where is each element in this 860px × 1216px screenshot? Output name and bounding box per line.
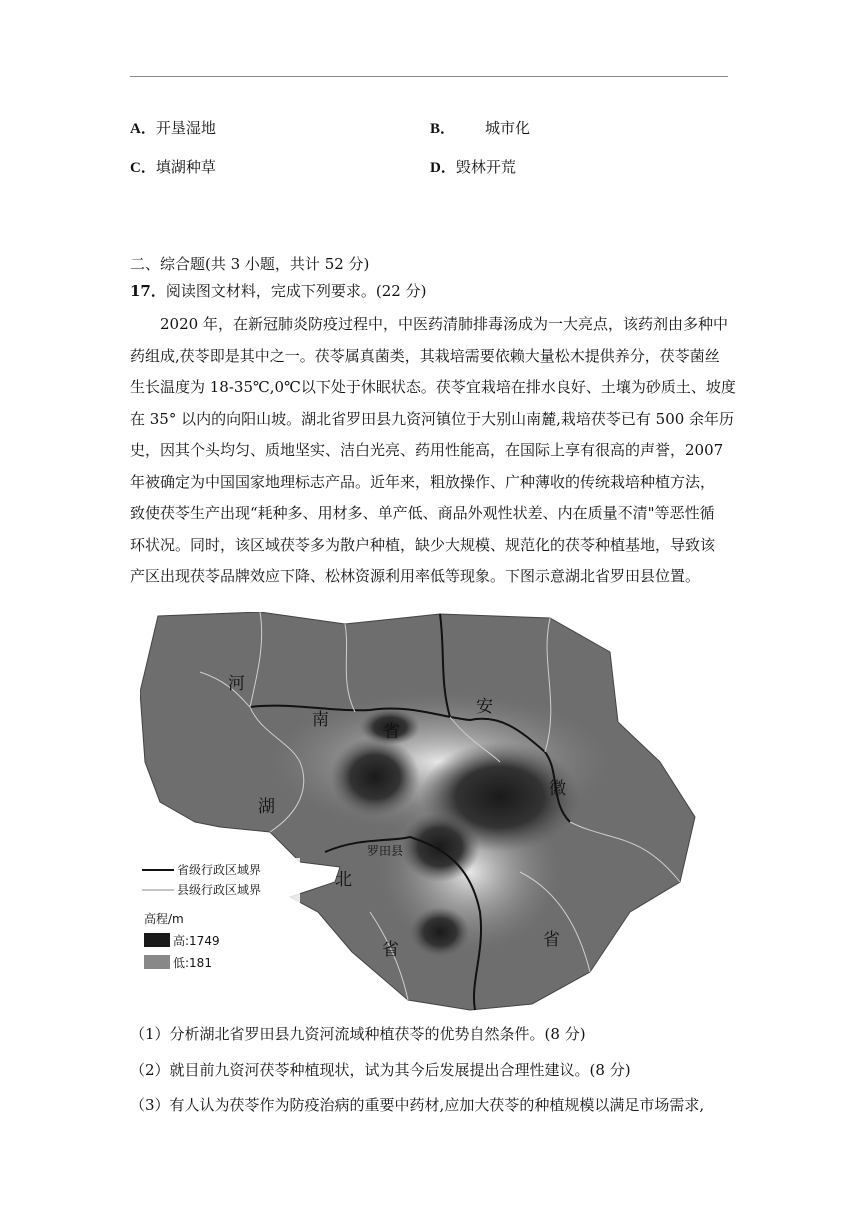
paragraph-line: 致使茯苓生产出现“耗种多、用材多、单产低、商品外观性状差、内在质量不清"等恶性循 <box>130 504 715 522</box>
paragraph-line: 史，因其个头均匀、质地坚实、洁白光亮、药用性能高，在国际上享有很高的声誉，2007 <box>130 441 724 459</box>
option-c[interactable] <box>130 157 216 178</box>
map-label-an: 安 <box>476 697 493 717</box>
map-figure <box>140 612 700 1014</box>
question-number: 17． <box>130 282 166 300</box>
map-label-sheng-2: 省 <box>382 940 399 960</box>
map-label-nan: 南 <box>312 710 329 730</box>
map-label-sheng-1: 省 <box>383 722 400 742</box>
option-c-text: 填湖种草 <box>155 158 216 176</box>
map-label-he: 河 <box>228 674 245 694</box>
map-label-sheng-3: 省 <box>543 930 560 950</box>
question-prompt: 阅读图文材料，完成下列要求。(22 分) <box>165 282 427 300</box>
option-b-key: B． <box>430 121 456 137</box>
legend-province-border: 省级行政区域界 <box>177 863 262 877</box>
material-paragraph <box>130 309 736 593</box>
map-label-luotian: 罗田县 <box>367 844 404 858</box>
paragraph-line: 药组成,茯苓即是其中之一。茯苓属真菌类，其栽培需要依赖大量松木提供养分，茯苓菌丝 <box>130 346 720 365</box>
option-a[interactable] <box>130 118 216 139</box>
map-label-bei: 北 <box>335 870 352 890</box>
luotian-location-map <box>140 612 700 1014</box>
option-d-key: D． <box>430 160 456 176</box>
legend-high-swatch <box>144 933 170 947</box>
sub-question-3: （3）有人认为茯苓作为防疫治病的重要中药材,应加大茯苓的种植规模以满足市场需求, <box>130 1096 705 1114</box>
paragraph-line: 产区出现茯苓品牌效应下降、松林资源利用率低等现象。下图示意湖北省罗田县位置。 <box>130 567 701 585</box>
section-title: 二、综合题(共 3 小题，共计 52 分) <box>130 255 370 273</box>
map-legend <box>140 858 300 978</box>
paragraph-line: 年被确定为中国国家地理标志产品。近年来，粗放操作、广种薄收的传统栽培种植方法， <box>130 472 716 491</box>
legend-high: 高:1749 <box>173 934 220 948</box>
option-c-key: C． <box>130 160 156 176</box>
map-label-hu: 湖 <box>258 797 275 817</box>
paragraph-line: 生长温度为 18-35℃,0℃以下处于休眠状态。茯苓宜栽培在排水良好、土壤为砂质土、坡度 <box>130 378 736 396</box>
sub-question-2: （2）就目前九资河茯苓种植现状，试为其今后发展提出合理性建议。(8 分) <box>130 1061 631 1079</box>
option-b-text: 城市化 <box>485 119 531 137</box>
option-d-text: 毁林开荒 <box>455 158 516 176</box>
paragraph-line: 2020 年，在新冠肺炎防疫过程中，中医药清肺排毒汤成为一大亮点，该药剂由多种中 <box>160 315 728 333</box>
map-label-hui: 徽 <box>549 779 566 799</box>
option-b[interactable] <box>430 118 530 139</box>
option-d[interactable] <box>430 157 516 178</box>
paragraph-line: 环状况。同时，该区域茯苓多为散户种植，缺少大规模、规范化的茯苓种植基地，导致该 <box>130 535 716 554</box>
header-rule <box>130 76 728 77</box>
legend-low: 低:181 <box>173 956 212 970</box>
option-a-text: 开垦湿地 <box>155 119 216 137</box>
paragraph-line: 在 35° 以内的向阳山坡。湖北省罗田县九资河镇位于大别山南麓,栽培茯苓已有 500 余年历 <box>130 409 735 428</box>
legend-county-border: 县级行政区域界 <box>177 883 262 897</box>
sub-question-1: （1）分析湖北省罗田县九资河流域种植茯苓的优势自然条件。(8 分) <box>130 1025 586 1043</box>
legend-low-swatch <box>144 955 170 969</box>
question-17-heading <box>130 281 426 301</box>
option-a-key: A． <box>130 121 156 137</box>
legend-elevation-title: 高程/m <box>144 912 184 926</box>
